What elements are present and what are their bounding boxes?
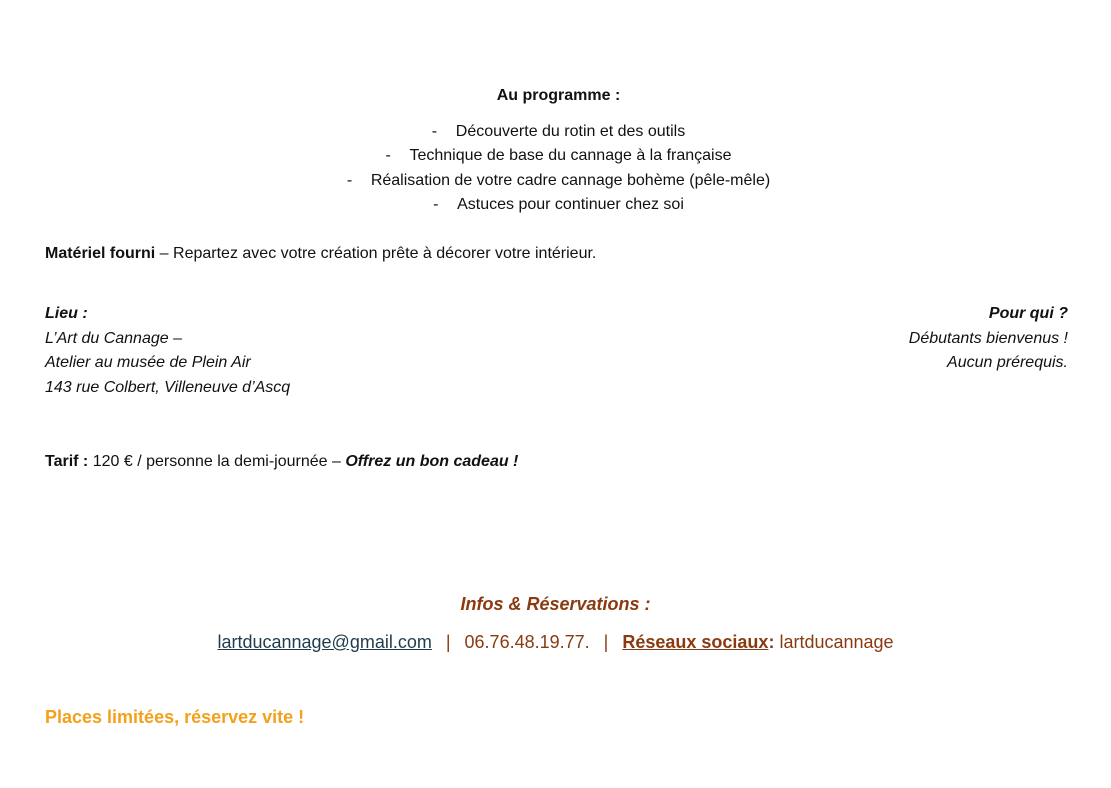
pour-qui-line: Aucun prérequis. [947, 354, 1068, 371]
lieu-line: 143 rue Colbert, Villeneuve d’Ascq [45, 379, 291, 396]
gift-offer: Offrez un bon cadeau ! [345, 453, 519, 470]
social-label [622, 632, 774, 652]
materiel-paragraph [45, 245, 596, 263]
programme-item-text: Découverte du rotin et des outils [455, 123, 686, 140]
contact-line [0, 632, 1111, 653]
programme-item [3, 147, 1111, 165]
list-dash: - [385, 147, 391, 164]
tarif-label: Tarif : [45, 453, 89, 470]
programme-item [3, 123, 1111, 141]
social-label-text: Réseaux sociaux [622, 632, 769, 652]
lieu-label: Lieu : [45, 305, 88, 322]
separator: | [603, 632, 609, 652]
tarif-text: 120 € / personne la demi-journée – [88, 453, 346, 470]
programme-item [3, 172, 1111, 190]
social-handle: lartducannage [774, 632, 894, 652]
lieu-line: Atelier au musée de Plein Air [45, 354, 251, 371]
infos-title: Infos & Réservations : [460, 594, 651, 614]
places-limitees: Places limitées, réservez vite ! [45, 707, 305, 727]
list-dash: - [346, 172, 353, 189]
pour-qui-line: Débutants bienvenus ! [908, 330, 1068, 347]
list-dash: - [431, 123, 438, 140]
tarif-paragraph [45, 453, 518, 471]
programme-item-text: Réalisation de votre cadre cannage bohème (pêle-mêle) [370, 172, 771, 189]
programme-item [3, 196, 1111, 214]
materiel-label: Matériel fourni [45, 245, 156, 262]
separator: | [445, 632, 451, 652]
list-dash: - [433, 196, 439, 213]
lieu-line: L’Art du Cannage – [45, 330, 182, 347]
phone-number: 06.76.48.19.77. [464, 632, 590, 652]
programme-item-text: Astuces pour continuer chez soi [457, 196, 684, 213]
programme-title: Au programme : [496, 87, 621, 104]
social-colon: : [768, 632, 775, 652]
programme-item-text: Technique de base du cannage à la française [409, 147, 732, 164]
pour-qui-label: Pour qui ? [988, 305, 1068, 322]
email-link[interactable]: lartducannage@gmail.com [217, 632, 432, 652]
materiel-text: – Repartez avec votre création prête à décorer votre intérieur. [155, 245, 597, 262]
